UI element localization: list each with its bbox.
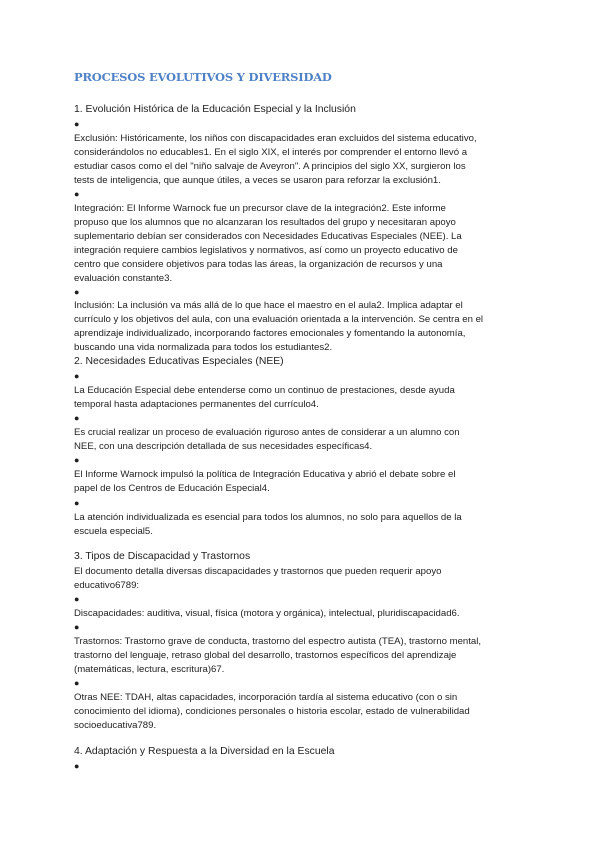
paragraph-line: El Informe Warnock impulsó la política de Integración Educativa y abrió el debate sobre el [74,469,456,480]
paragraph-line: Trastornos: Trastorno grave de conducta, trastorno del espectro autista (TEA), trastorno mental, [74,636,482,647]
paragraph-line: suplementario debían ser considerados con Necesidades Educativas Especiales (NEE). La [74,231,462,242]
paragraph-line: considerándolos no educables1. En el siglo XIX, el interés por comprender el entorno llevó a [74,147,468,158]
paragraph-line: Inclusión: La inclusión va más allá de lo que hace el maestro en el aula2. Implica adaptar el [74,300,463,311]
bullet-marker: ● [74,413,80,423]
paragraph-line: buscando una vida normalizada para todos los estudiantes2. [74,342,333,353]
section-heading: 1. Evolución Histórica de la Educación Especial y la Inclusión [74,104,356,115]
bullet-marker: ● [74,678,80,688]
section-heading: 4. Adaptación y Respuesta a la Diversidad en la Escuela [74,746,335,757]
paragraph-line: educativo6789: [74,580,140,591]
paragraph-line: evaluación constante3. [74,273,173,284]
paragraph-line: La atención individualizada es esencial para todos los alumnos, no solo para aquellos de la [74,512,462,523]
paragraph-line: La Educación Especial debe entenderse como un continuo de prestaciones, desde ayuda [74,385,455,396]
paragraph-line: escuela especial5. [74,526,153,537]
bullet-marker: ● [74,622,80,632]
bullet-marker: ● [74,761,80,771]
bullet-marker: ● [74,119,80,129]
paragraph-line: aprendizaje individualizado, incorporando factores emocionales y fomentando la autonomía, [74,328,466,339]
bullet-marker: ● [74,594,80,604]
bullet-marker: ● [74,371,80,381]
paragraph-line: NEE, con una descripción detallada de sus necesidades específicas4. [74,441,373,452]
section-heading: 2. Necesidades Educativas Especiales (NEE) [74,356,284,367]
paragraph-line: integración requiere cambios legislativos y normativos, así como un proyecto educativo de [74,245,458,256]
paragraph-line: tests de inteligencia, que aunque útiles, a veces se usaron para reforzar la exclusión1. [74,175,441,186]
section-heading: 3. Tipos de Discapacidad y Trastornos [74,551,251,562]
paragraph-line: Es crucial realizar un proceso de evaluación riguroso antes de considerar a un alumno con [74,427,460,438]
bullet-marker: ● [74,498,80,508]
paragraph-line: temporal hasta adaptaciones permanentes del currículo4. [74,399,319,410]
paragraph-line: estudiar casos como el del "niño salvaje de Aveyron". A principios del siglo XX, surgieron los [74,161,466,172]
paragraph-line: currículo y los objetivos del aula, con una evaluación orientada a la intervención. Se centra en el [74,314,484,325]
document-title: PROCESOS EVOLUTIVOS Y DIVERSIDAD [74,70,332,84]
paragraph-line: propuso que los alumnos que no alcanzaran los resultados del grupo y necesitaran apoyo [74,217,456,228]
paragraph-line: trastorno del lenguaje, retraso global del desarrollo, trastornos específicos del aprendizaje [74,650,457,661]
paragraph-line: Otras NEE: TDAH, altas capacidades, incorporación tardía al sistema educativo (con o sin [74,692,458,703]
paragraph-line: centro que considere objetivos para todas las áreas, la organización de recursos y una [74,259,443,270]
paragraph-line: conocimiento del idioma), condiciones personales o historia escolar, estado de vulnerabilidad [74,706,470,717]
bullet-marker: ● [74,455,80,465]
bullet-marker: ● [74,287,80,297]
paragraph-line: Exclusión: Históricamente, los niños con discapacidades eran excluidos del sistema educativo, [74,133,477,144]
bullet-marker: ● [74,189,80,199]
paragraph-line: Discapacidades: auditiva, visual, física (motora y orgánica), intelectual, pluridiscapacidad6. [74,608,460,619]
paragraph-line: (matemáticas, lectura, escritura)67. [74,664,225,675]
paragraph-line: papel de los Centros de Educación Especial4. [74,483,270,494]
paragraph-line: Integración: El Informe Warnock fue un precursor clave de la integración2. Este informe [74,203,446,214]
paragraph-line: El documento detalla diversas discapacidades y trastornos que pueden requerir apoyo [74,566,442,577]
paragraph-line: socioeducativa789. [74,720,157,731]
